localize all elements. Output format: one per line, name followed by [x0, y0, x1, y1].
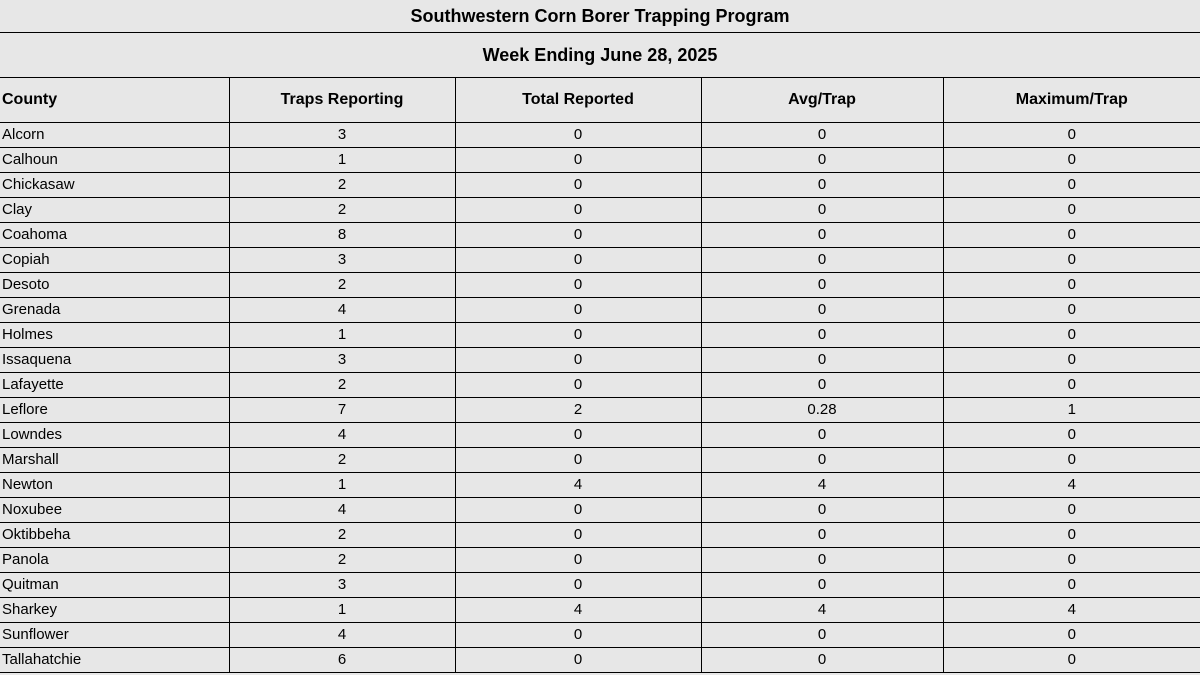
total-reported-cell: 0: [455, 298, 701, 323]
column-header-total-reported: Total Reported: [455, 77, 701, 123]
county-cell: Tallahatchie: [0, 648, 229, 673]
traps-reporting-cell: 1: [229, 598, 455, 623]
county-cell: Grenada: [0, 298, 229, 323]
total-reported-cell: 0: [455, 373, 701, 398]
maximum-trap-cell: 0: [943, 448, 1200, 473]
county-cell: Chickasaw: [0, 173, 229, 198]
traps-reporting-cell: 8: [229, 223, 455, 248]
county-cell: Copiah: [0, 248, 229, 273]
avg-trap-cell: 0: [701, 623, 943, 648]
table-row: [0, 173, 1200, 198]
avg-trap-cell: 0: [701, 423, 943, 448]
total-reported-cell: 0: [455, 498, 701, 523]
traps-reporting-cell: 1: [229, 323, 455, 348]
maximum-trap-cell: 0: [943, 123, 1200, 148]
maximum-trap-cell: 0: [943, 648, 1200, 673]
maximum-trap-cell: 0: [943, 248, 1200, 273]
total-reported-cell: 0: [455, 248, 701, 273]
maximum-trap-cell: 0: [943, 523, 1200, 548]
maximum-trap-cell: 0: [943, 298, 1200, 323]
maximum-trap-cell: 0: [943, 573, 1200, 598]
maximum-trap-cell: 4: [943, 598, 1200, 623]
table-row: [0, 598, 1200, 623]
total-reported-cell: 2: [455, 398, 701, 423]
report-subtitle: Week Ending June 28, 2025: [0, 33, 1200, 78]
maximum-trap-cell: 0: [943, 373, 1200, 398]
traps-reporting-cell: 4: [229, 623, 455, 648]
avg-trap-cell: 0: [701, 173, 943, 198]
county-cell: Coahoma: [0, 223, 229, 248]
total-reported-cell: 0: [455, 548, 701, 573]
avg-trap-cell: 0: [701, 273, 943, 298]
avg-trap-cell: 0: [701, 323, 943, 348]
county-cell: Issaquena: [0, 348, 229, 373]
maximum-trap-cell: 0: [943, 323, 1200, 348]
traps-reporting-cell: 4: [229, 298, 455, 323]
traps-reporting-cell: 3: [229, 248, 455, 273]
traps-reporting-cell: 2: [229, 373, 455, 398]
total-reported-cell: 4: [455, 473, 701, 498]
county-cell: Alcorn: [0, 123, 229, 148]
total-reported-cell: 0: [455, 423, 701, 448]
avg-trap-cell: 0: [701, 548, 943, 573]
county-cell: Calhoun: [0, 148, 229, 173]
report-title: Southwestern Corn Borer Trapping Program: [0, 0, 1200, 33]
table-row: [0, 273, 1200, 298]
table-row: [0, 498, 1200, 523]
avg-trap-cell: 0.28: [701, 398, 943, 423]
column-header-county: County: [0, 77, 229, 123]
table-row: [0, 298, 1200, 323]
avg-trap-cell: 0: [701, 123, 943, 148]
county-cell: Sharkey: [0, 598, 229, 623]
avg-trap-cell: 0: [701, 573, 943, 598]
avg-trap-cell: 0: [701, 448, 943, 473]
maximum-trap-cell: 0: [943, 198, 1200, 223]
traps-reporting-cell: 2: [229, 198, 455, 223]
county-cell: Leflore: [0, 398, 229, 423]
traps-reporting-cell: 3: [229, 573, 455, 598]
table-row: [0, 148, 1200, 173]
table-row: [0, 523, 1200, 548]
total-reported-cell: 0: [455, 173, 701, 198]
column-header-maximum-trap: Maximum/Trap: [943, 77, 1200, 123]
avg-trap-cell: 0: [701, 148, 943, 173]
traps-reporting-cell: 7: [229, 398, 455, 423]
table-row: [0, 548, 1200, 573]
avg-trap-cell: 0: [701, 373, 943, 398]
total-reported-cell: 0: [455, 623, 701, 648]
traps-reporting-cell: 4: [229, 423, 455, 448]
total-reported-cell: 0: [455, 523, 701, 548]
maximum-trap-cell: 0: [943, 223, 1200, 248]
total-reported-cell: 0: [455, 648, 701, 673]
traps-reporting-cell: 2: [229, 548, 455, 573]
maximum-trap-cell: 0: [943, 348, 1200, 373]
maximum-trap-cell: 1: [943, 398, 1200, 423]
column-header-traps-reporting: Traps Reporting: [229, 77, 455, 123]
county-cell: Newton: [0, 473, 229, 498]
table-row: [0, 123, 1200, 148]
county-cell: Holmes: [0, 323, 229, 348]
table-row: [0, 348, 1200, 373]
total-reported-cell: 0: [455, 198, 701, 223]
table-row: [0, 198, 1200, 223]
county-cell: Lafayette: [0, 373, 229, 398]
total-reported-cell: 0: [455, 323, 701, 348]
maximum-trap-cell: 0: [943, 623, 1200, 648]
maximum-trap-cell: 0: [943, 498, 1200, 523]
maximum-trap-cell: 0: [943, 423, 1200, 448]
total-reported-cell: 0: [455, 273, 701, 298]
avg-trap-cell: 0: [701, 198, 943, 223]
total-reported-cell: 0: [455, 573, 701, 598]
avg-trap-cell: 0: [701, 648, 943, 673]
county-cell: Noxubee: [0, 498, 229, 523]
total-reported-cell: 4: [455, 598, 701, 623]
traps-reporting-cell: 3: [229, 123, 455, 148]
header-row: [0, 77, 1200, 123]
table-row: [0, 373, 1200, 398]
total-reported-cell: 0: [455, 223, 701, 248]
traps-reporting-cell: 2: [229, 448, 455, 473]
total-reported-cell: 0: [455, 348, 701, 373]
maximum-trap-cell: 0: [943, 173, 1200, 198]
avg-trap-cell: 4: [701, 598, 943, 623]
avg-trap-cell: 0: [701, 298, 943, 323]
traps-reporting-cell: 1: [229, 148, 455, 173]
table-row: [0, 623, 1200, 648]
traps-reporting-cell: 4: [229, 498, 455, 523]
table-row: [0, 423, 1200, 448]
column-header-avg-trap: Avg/Trap: [701, 77, 943, 123]
total-reported-cell: 0: [455, 148, 701, 173]
table-row: [0, 398, 1200, 423]
table-row: [0, 223, 1200, 248]
county-cell: Quitman: [0, 573, 229, 598]
maximum-trap-cell: 0: [943, 548, 1200, 573]
county-cell: Oktibbeha: [0, 523, 229, 548]
maximum-trap-cell: 4: [943, 473, 1200, 498]
table-row: [0, 648, 1200, 673]
traps-reporting-cell: 2: [229, 173, 455, 198]
traps-reporting-cell: 2: [229, 523, 455, 548]
county-cell: Desoto: [0, 273, 229, 298]
county-cell: Marshall: [0, 448, 229, 473]
maximum-trap-cell: 0: [943, 148, 1200, 173]
avg-trap-cell: 4: [701, 473, 943, 498]
traps-reporting-cell: 2: [229, 273, 455, 298]
avg-trap-cell: 0: [701, 223, 943, 248]
trap-data-table: [0, 77, 1200, 673]
traps-reporting-cell: 3: [229, 348, 455, 373]
traps-reporting-cell: 6: [229, 648, 455, 673]
table-row: [0, 573, 1200, 598]
table-row: [0, 248, 1200, 273]
avg-trap-cell: 0: [701, 248, 943, 273]
county-cell: Sunflower: [0, 623, 229, 648]
county-cell: Panola: [0, 548, 229, 573]
avg-trap-cell: 0: [701, 498, 943, 523]
table-row: [0, 323, 1200, 348]
maximum-trap-cell: 0: [943, 273, 1200, 298]
county-cell: Lowndes: [0, 423, 229, 448]
total-reported-cell: 0: [455, 123, 701, 148]
table-row: [0, 473, 1200, 498]
table-row: [0, 448, 1200, 473]
county-cell: Clay: [0, 198, 229, 223]
total-reported-cell: 0: [455, 448, 701, 473]
table-body: [0, 123, 1200, 673]
traps-reporting-cell: 1: [229, 473, 455, 498]
avg-trap-cell: 0: [701, 348, 943, 373]
avg-trap-cell: 0: [701, 523, 943, 548]
